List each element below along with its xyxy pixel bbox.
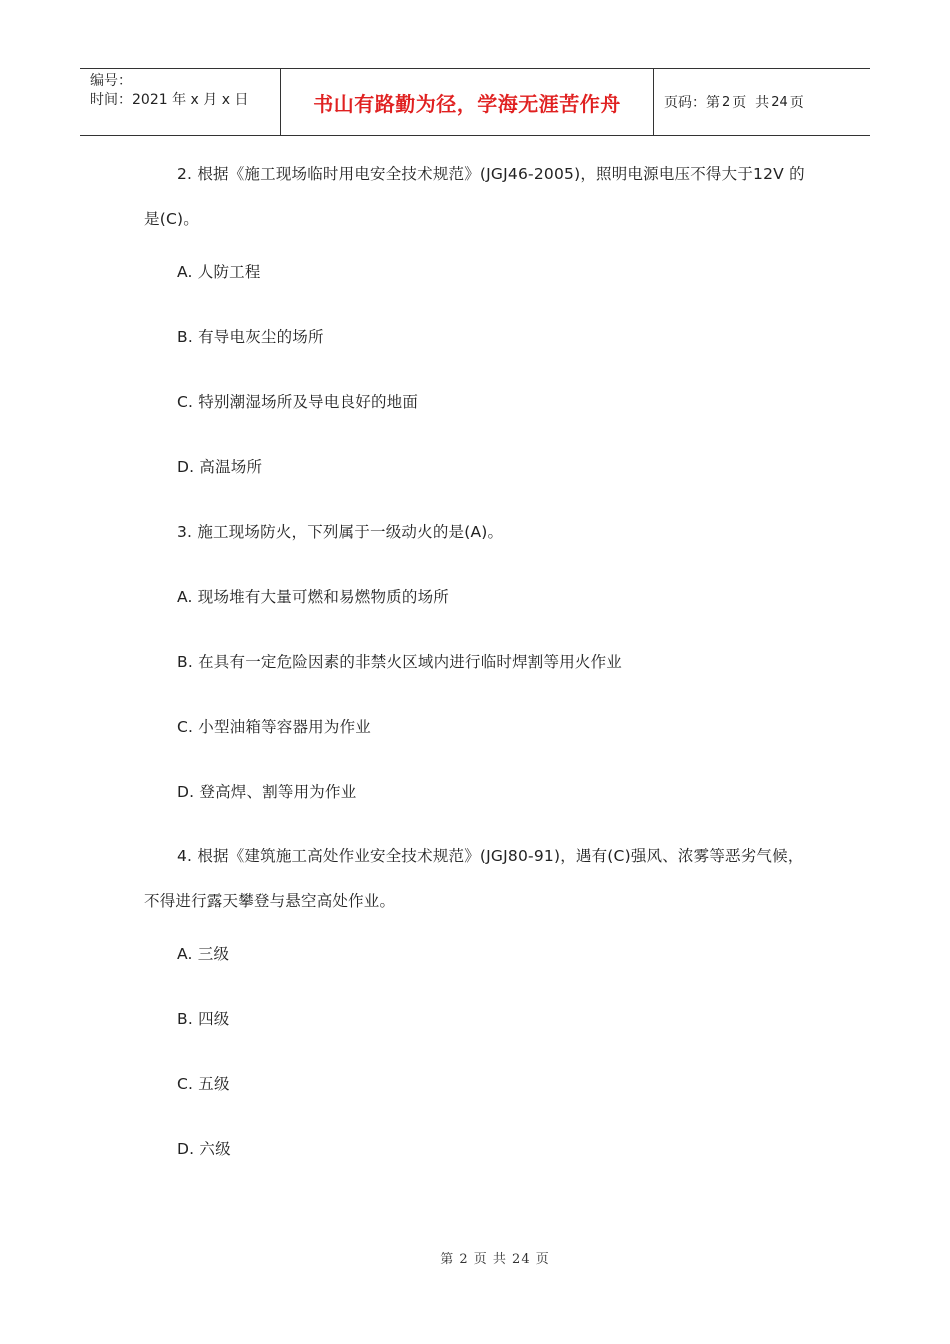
page-mid: 页 共 <box>732 95 770 111</box>
question-2-option-d: D. 高温场所 <box>177 458 263 476</box>
question-4-option-a: A. 三级 <box>177 945 230 963</box>
document-number: 编号： <box>90 73 132 89</box>
header-meta <box>80 69 281 135</box>
header-page-info <box>654 69 870 135</box>
page-prefix: 页码：第 <box>664 95 720 111</box>
question-4-option-d: D. 六级 <box>177 1140 231 1158</box>
question-4-option-c: C. 五级 <box>177 1075 230 1093</box>
question-2-option-a: A. 人防工程 <box>177 263 261 281</box>
page-suffix: 页 <box>789 95 804 111</box>
page-header <box>80 68 870 136</box>
question-2-option-c: C. 特别潮湿场所及导电良好的地面 <box>177 393 419 411</box>
question-2-text: 2. 根据《施工现场临时用电安全技术规范》(JGJ46-2005)，照明电源电压不得大于12V 的是(C)。 <box>144 165 805 228</box>
question-4-text: 4. 根据《建筑施工高处作业安全技术规范》(JGJ80-91)，遇有(C)强风、浓雾等恶劣气候，不得进行露天攀登与悬空高处作业。 <box>144 847 804 910</box>
question-3-option-c: C. 小型油箱等容器用为作业 <box>177 718 371 736</box>
question-4-option-b: B. 四级 <box>177 1010 230 1028</box>
question-3-option-b: B. 在具有一定危险因素的非禁火区域内进行临时焊割等用火作业 <box>177 653 622 671</box>
page-current: 2 <box>722 94 731 110</box>
question-3-option-d: D. 登高焊、割等用为作业 <box>177 783 357 801</box>
question-2-option-b: B. 有导电灰尘的场所 <box>177 328 324 346</box>
question-3-text: 3. 施工现场防火，下列属于一级动火的是(A)。 <box>177 523 504 541</box>
document-time: 时间：2021 年 x 月 x 日 <box>90 92 249 108</box>
question-3-option-a: A. 现场堆有大量可燃和易燃物质的场所 <box>177 588 449 606</box>
page-total: 24 <box>771 94 788 110</box>
header-motto: 书山有路勤为径，学海无涯苦作舟 <box>281 69 654 135</box>
page-footer: 第 2 页 共 24 页 <box>440 1252 550 1267</box>
document-body <box>144 152 814 1159</box>
